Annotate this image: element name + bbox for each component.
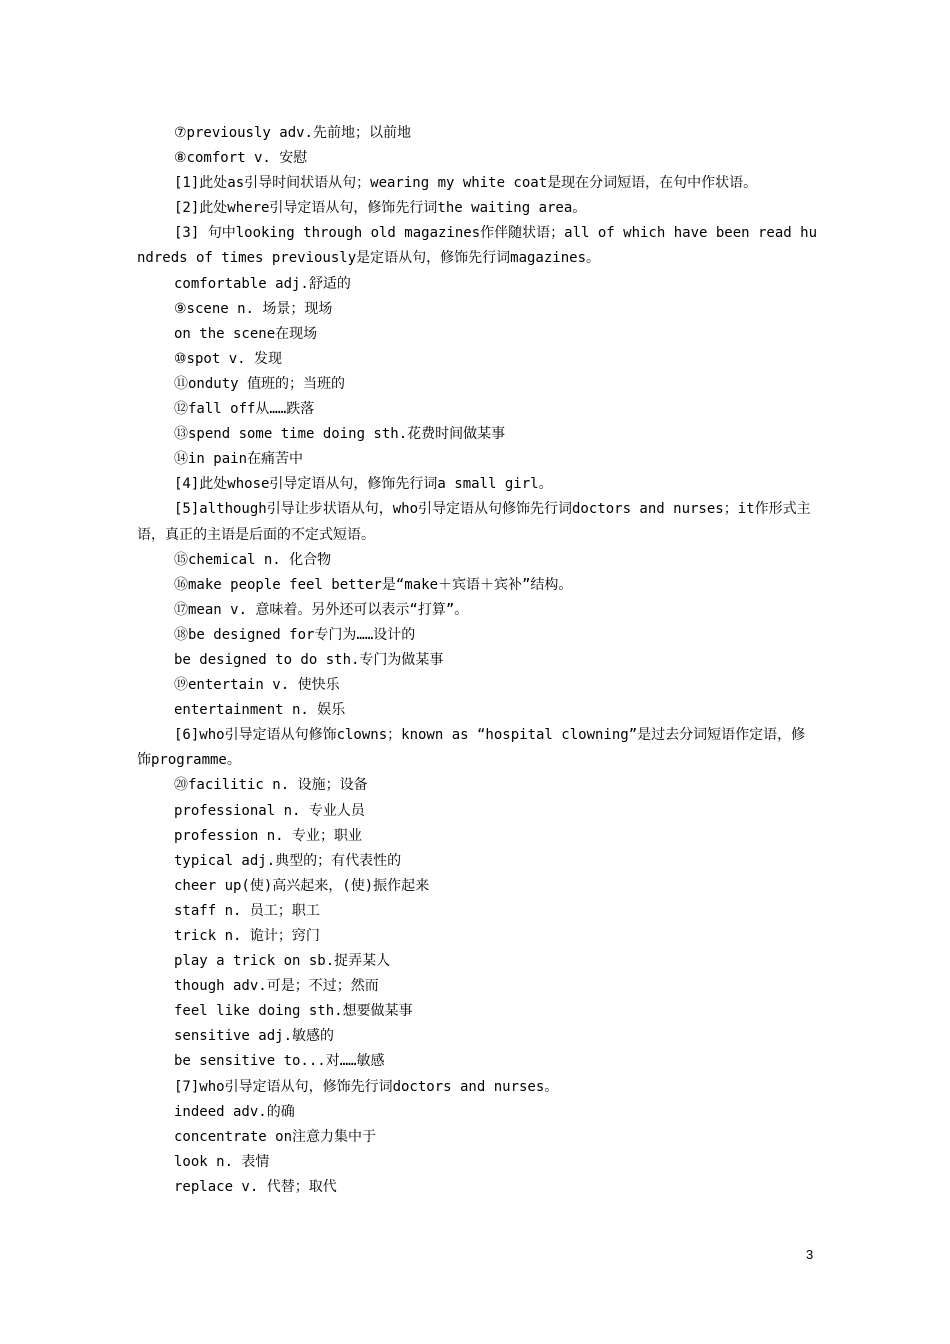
annotation-line: entertainment n. 娱乐 bbox=[174, 702, 346, 719]
annotation-line: on the scene在现场 bbox=[174, 325, 318, 342]
annotation-line: ⑩spot v. 发现 bbox=[174, 350, 282, 367]
annotation-line: comfortable adj.舒适的 bbox=[174, 275, 351, 292]
annotation-line: ⑨scene n. 场景；现场 bbox=[174, 300, 333, 317]
annotation-line: play a trick on sb.捉弄某人 bbox=[174, 953, 391, 970]
annotation-line: ⑰mean v. 意味着。另外还可以表示“打算”。 bbox=[174, 601, 469, 618]
annotation-line: [6]who引导定语从句修饰clowns；known as “hospital clowning”是过去分词短语作定语，修饰programme。 bbox=[137, 727, 806, 769]
annotation-line: [1]此处as引导时间状语从句；wearing my white coat是现在分词短语，在句中作状语。 bbox=[174, 175, 758, 192]
annotation-line: [2]此处where引导定语从句，修饰先行词the waiting area。 bbox=[174, 200, 587, 217]
annotation-line: professional n. 专业人员 bbox=[174, 802, 365, 819]
annotation-line: concentrate on注意力集中于 bbox=[174, 1128, 377, 1145]
annotation-line: replace v. 代替；取代 bbox=[174, 1178, 337, 1195]
annotation-line: look n. 表情 bbox=[174, 1153, 270, 1170]
annotation-line: be designed to do sth.专门为做某事 bbox=[174, 651, 444, 668]
annotation-line: be sensitive to...对……敏感 bbox=[174, 1053, 385, 1070]
annotation-line: indeed adv.的确 bbox=[174, 1103, 295, 1120]
annotation-line: ⑳facilitic n. 设施；设备 bbox=[174, 777, 368, 794]
annotation-line: [5]although引导让步状语从句，who引导定语从句修饰先行词doctors and nurses；it作形式主语，真正的主语是后面的不定式短语。 bbox=[137, 501, 811, 543]
annotation-line: trick n. 诡计；窍门 bbox=[174, 928, 320, 944]
annotation-line: ⑫fall off从……跌落 bbox=[174, 401, 315, 418]
annotation-line: feel like doing sth.想要做某事 bbox=[174, 1003, 413, 1020]
annotation-line: typical adj.典型的；有代表性的 bbox=[174, 852, 402, 869]
annotation-line: profession n. 专业；职业 bbox=[174, 827, 363, 844]
annotation-list bbox=[137, 121, 817, 1200]
annotation-line: ⑦previously adv.先前地；以前地 bbox=[174, 125, 411, 141]
annotation-line: ⑲entertain v. 使快乐 bbox=[174, 677, 340, 694]
annotation-line: ⑧comfort v. 安慰 bbox=[174, 150, 308, 167]
annotation-line: cheer up(使)高兴起来，(使)振作起来 bbox=[174, 877, 430, 894]
annotation-line: [3] 句中looking through old magazines作伴随状语；all of which have been read hundreds of times previously是定语从句，修饰先行词magazines。 bbox=[137, 225, 818, 267]
annotation-line: ⑮chemical n. 化合物 bbox=[174, 551, 332, 568]
annotation-line: ⑬spend some time doing sth.花费时间做某事 bbox=[174, 426, 506, 443]
annotation-line: ⑪onduty 值班的；当班的 bbox=[174, 375, 346, 392]
annotation-line: staff n. 员工；职工 bbox=[174, 902, 320, 919]
annotation-line: though adv.可是；不过；然而 bbox=[174, 978, 379, 995]
annotation-line: sensitive adj.敏感的 bbox=[174, 1028, 335, 1045]
annotation-line: ⑱be designed for专门为……设计的 bbox=[174, 626, 416, 643]
page-number: 3 bbox=[806, 1247, 814, 1262]
annotation-line: ⑭in pain在痛苦中 bbox=[174, 451, 304, 468]
annotation-line: [7]who引导定语从句，修饰先行词doctors and nurses。 bbox=[174, 1078, 559, 1095]
annotation-line: ⑯make people feel better是“make＋宾语＋宾补”结构。 bbox=[174, 576, 573, 593]
annotation-line: [4]此处whose引导定语从句，修饰先行词a small girl。 bbox=[174, 476, 553, 493]
